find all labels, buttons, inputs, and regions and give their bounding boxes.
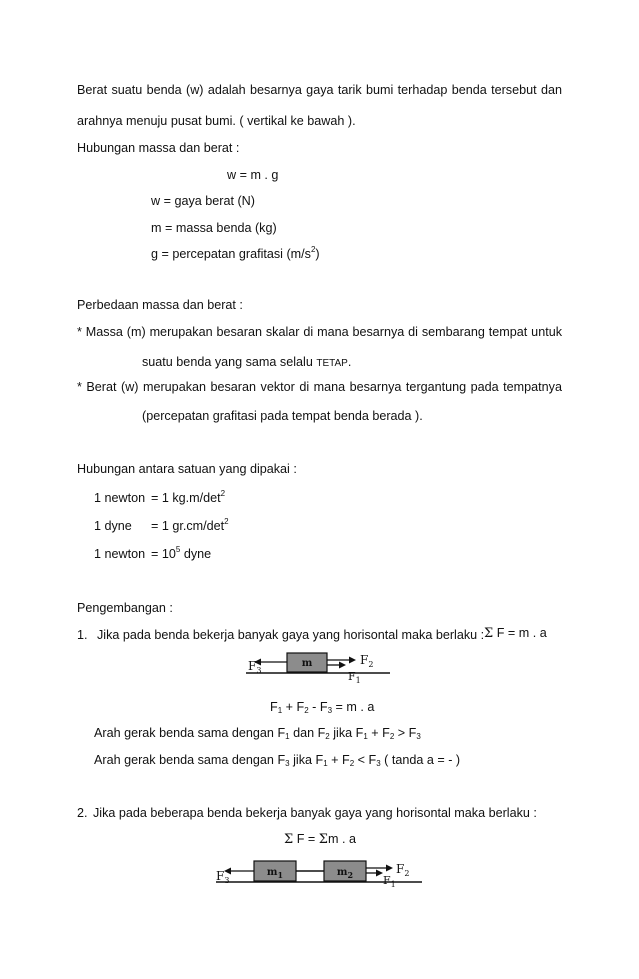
unit-value-tail: dyne (180, 547, 212, 561)
item-1-text: Jika pada benda bekerja banyak gaya yang horisontal maka berlaku : (97, 628, 485, 642)
dir-text: < F (354, 753, 377, 767)
equation-f: F (296, 700, 305, 714)
equation-subscript: 2 (304, 706, 309, 715)
direction-line-1 (94, 725, 421, 741)
unit-value: = 1 kg.m/det (151, 491, 221, 505)
unit-value: = 1 gr.cm/det (151, 519, 225, 533)
unit-row-right (151, 490, 225, 506)
equation-subscript: 3 (327, 706, 333, 715)
dir-text: + F (327, 753, 350, 767)
difference-heading: Perbedaan massa dan berat : (77, 298, 243, 312)
unit-exponent: 2 (224, 517, 229, 526)
definition-g-exponent: 2 (310, 245, 316, 254)
dir-subscript: 2 (325, 732, 330, 741)
force-f1-arrowhead (376, 870, 383, 877)
force-f1-label: $F_1$ (348, 670, 361, 684)
dir-text: dan F (289, 726, 326, 740)
item-2-number: 2. (77, 806, 88, 820)
mass-line-2 (142, 354, 351, 372)
relation-heading: Hubungan massa dan berat : (77, 141, 240, 155)
force-f2-arrowhead (349, 657, 356, 664)
equation-operator: + (282, 700, 297, 714)
force-f2-label: $F_2$ (396, 862, 410, 878)
intro-line-1: Berat suatu benda (w) adalah besarnya gaya tarik bumi terhadap benda tersebut dan (77, 83, 562, 97)
units-heading: Hubungan antara satuan yang dipakai : (77, 462, 297, 476)
unit-exponent: 2 (220, 489, 226, 498)
equation-f: F (319, 700, 328, 714)
dir-text: jika F (289, 753, 324, 767)
weight-formula: w = m . g (227, 168, 279, 182)
weight-line-2: (percepatan grafitasi pada tempat benda berada ). (142, 409, 423, 423)
dir-text: Arah gerak benda sama dengan F (94, 753, 286, 767)
equation-tail: = m . a (332, 700, 375, 714)
unit-value: = 10 (151, 547, 176, 561)
force-f3-label: $F_3$ (248, 659, 262, 675)
tetap-word: TETAP (316, 358, 348, 369)
unit-row-right (151, 518, 229, 534)
item-1-equation (270, 699, 374, 715)
force-f3-label: $F_3$ (216, 869, 230, 885)
weight-line-1: * Berat (w) merupakan besaran vektor di mana besarnya tergantung pada tempatnya (77, 380, 562, 394)
item-2-text: Jika pada beberapa benda bekerja banyak gaya yang horisontal maka berlaku : (93, 806, 537, 820)
definition-g-text: g = percepatan grafitasi (m/s (151, 247, 311, 261)
block-m2-label: $m_2$ (336, 867, 354, 880)
definition-w: w = gaya berat (N) (151, 194, 255, 208)
definition-m: m = massa benda (kg) (151, 221, 277, 235)
unit-row-left: 1 newton (94, 547, 146, 561)
equation-f: F (270, 700, 278, 714)
dir-subscript: 1 (285, 732, 290, 741)
single-block-diagram (244, 648, 394, 684)
dir-subscript: 3 (285, 759, 290, 768)
mass-line-2-period: . (347, 355, 352, 369)
dir-text: + F (367, 726, 390, 740)
force-f2-arrowhead (386, 865, 393, 872)
force-f2-label: $F_2$ (360, 653, 374, 669)
item-1-number: 1. (77, 628, 88, 642)
unit-row-right (151, 546, 211, 562)
sigma-symbol: Σ (484, 626, 494, 641)
dir-subscript: 2 (389, 732, 395, 741)
two-block-diagram (212, 854, 426, 890)
unit-row-left: 1 dyne (94, 519, 132, 533)
unit-row-left: 1 newton (94, 491, 146, 505)
item-1-formula-tail: F = m . a (496, 626, 547, 640)
definition-g-close: ) (315, 247, 320, 261)
item-1-formula (484, 625, 547, 642)
definition-g (151, 246, 320, 262)
force-f3-arrowhead (224, 868, 231, 875)
item-2-formula-tail: m . a (327, 832, 356, 846)
direction-line-2 (94, 752, 460, 768)
block-m1-label: $m_1$ (266, 867, 284, 880)
development-heading: Pengembangan : (77, 601, 173, 615)
force-f1-label: $F_1$ (383, 874, 396, 889)
dir-text: jika F (329, 726, 364, 740)
dir-subscript: 2 (349, 759, 355, 768)
equation-operator: - (308, 700, 320, 714)
dir-subscript: 1 (363, 732, 368, 741)
dir-text: ( tanda a = - ) (380, 753, 461, 767)
sigma-symbol: Σ (318, 832, 328, 847)
equation-subscript: 1 (277, 706, 283, 715)
mass-line-2-text: suatu benda yang sama selalu (142, 355, 317, 369)
force-f1-arrowhead (339, 662, 346, 669)
dir-text: > F (394, 726, 417, 740)
dir-text: Arah gerak benda sama dengan F (94, 726, 286, 740)
unit-exponent: 5 (175, 545, 181, 554)
dir-subscript: 1 (323, 759, 328, 768)
dir-subscript: 3 (376, 759, 381, 768)
dir-subscript: 3 (416, 732, 421, 741)
block-m-label: m (301, 658, 313, 669)
intro-line-2: arahnya menuju pusat bumi. ( vertikal ke bawah ). (77, 114, 356, 128)
item-2-formula-mid: F = (293, 832, 319, 846)
mass-line-1: * Massa (m) merupakan besaran skalar di mana besarnya di sembarang tempat untuk (77, 325, 562, 339)
sigma-symbol: Σ (284, 832, 294, 847)
item-2-formula (284, 831, 356, 848)
